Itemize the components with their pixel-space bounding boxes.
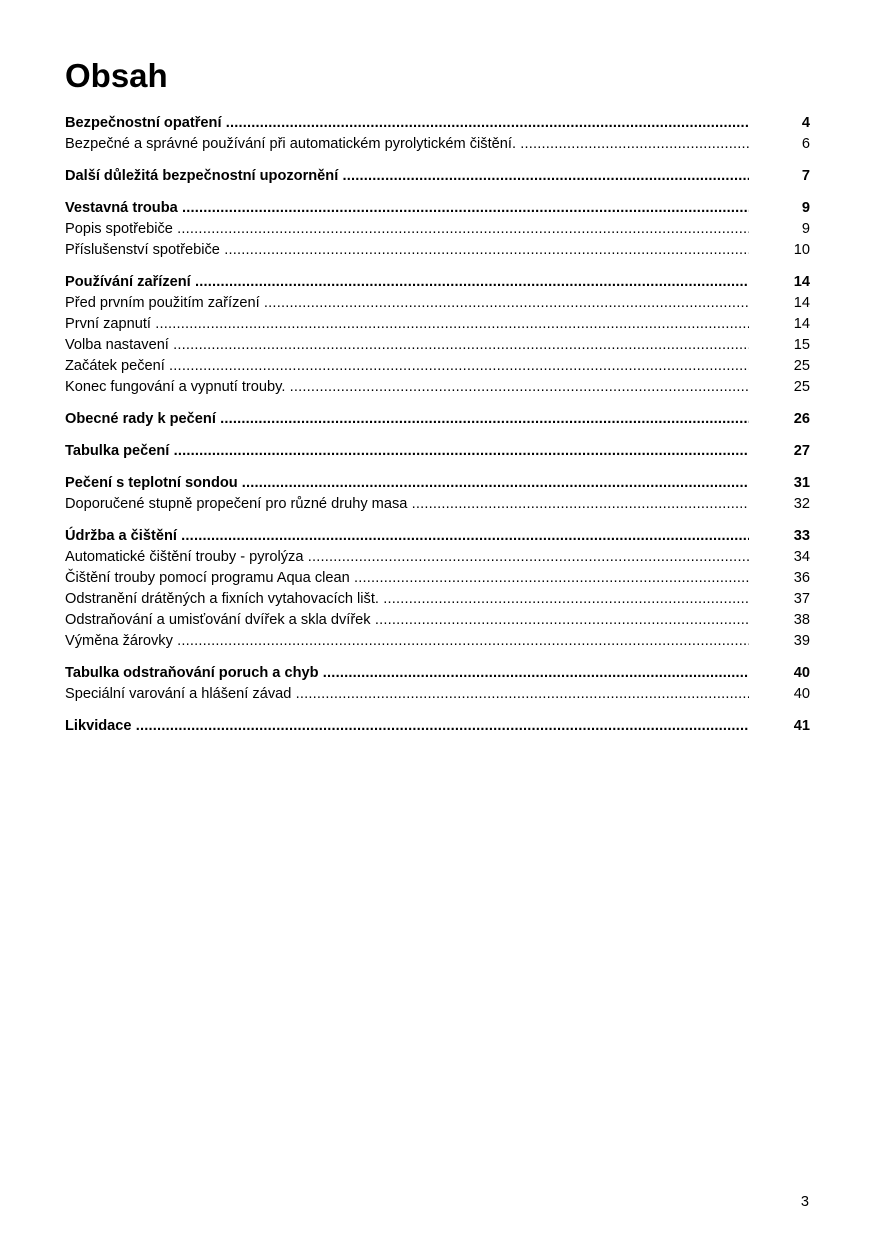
toc-entry-page: 40 — [793, 686, 810, 702]
toc-entry-label: Pečení s teplotní sondou ..... — [65, 473, 749, 494]
toc-heading-entry[interactable] — [65, 716, 810, 737]
toc-entry-page: 15 — [793, 337, 810, 353]
toc-subentry[interactable] — [65, 568, 810, 589]
toc-entry-label: Bezpečnostní opatření ..... — [65, 113, 749, 134]
toc-entry-page: 37 — [793, 591, 810, 607]
toc-entry-label: Likvidace ..... — [65, 716, 749, 737]
toc-entry-label: Před prvním použitím zařízení ..... — [65, 293, 749, 314]
toc-heading-entry[interactable] — [65, 441, 810, 462]
toc-subentry[interactable] — [65, 219, 810, 240]
toc-entry-page: 7 — [801, 168, 810, 184]
toc-entry-label: Další důležitá bezpečnostní upozornění ..... — [65, 166, 749, 187]
toc-subentry[interactable] — [65, 134, 810, 155]
toc-heading-entry[interactable] — [65, 113, 810, 134]
toc-entry-label: Čištění trouby pomocí programu Aqua clean ..... — [65, 568, 749, 589]
toc-subentry[interactable] — [65, 314, 810, 335]
toc-entry-label: Tabulka odstraňování poruch a chyb ..... — [65, 663, 749, 684]
page-number: 3 — [800, 1194, 809, 1210]
toc-entry-label: Automatické čištění trouby - pyrolýza ..... — [65, 547, 749, 568]
toc-section — [65, 113, 810, 155]
toc-entry-page: 27 — [793, 443, 810, 459]
toc-entry-label: Speciální varování a hlášení závad ..... — [65, 684, 749, 705]
toc-entry-page: 33 — [793, 528, 810, 544]
toc-subentry[interactable] — [65, 293, 810, 314]
toc-entry-page: 40 — [793, 665, 810, 681]
toc-entry-page: 39 — [793, 633, 810, 649]
toc-entry-label: Údržba a čištění ..... — [65, 526, 749, 547]
toc-heading-entry[interactable] — [65, 272, 810, 293]
toc-entry-label: Začátek pečení ..... — [65, 356, 749, 377]
toc-entry-page: 32 — [793, 496, 810, 512]
toc-section — [65, 473, 810, 515]
page-title: Obsah — [65, 57, 168, 94]
toc-entry-label: Popis spotřebiče ..... — [65, 219, 749, 240]
toc-section — [65, 198, 810, 261]
toc-section — [65, 441, 810, 462]
toc-heading-entry[interactable] — [65, 663, 810, 684]
toc-entry-page: 9 — [801, 200, 810, 216]
toc-entry-page: 9 — [801, 221, 810, 237]
toc-entry-label: První zapnutí ..... — [65, 314, 749, 335]
toc-entry-page: 14 — [793, 295, 810, 311]
toc-heading-entry[interactable] — [65, 526, 810, 547]
toc-entry-page: 6 — [801, 136, 810, 152]
toc-entry-page: 4 — [801, 115, 810, 131]
toc-entry-page: 25 — [793, 358, 810, 374]
toc-entry-label: Odstranění drátěných a fixních vytahovacích lišt. ..... — [65, 589, 749, 610]
toc-heading-entry[interactable] — [65, 198, 810, 219]
toc-subentry[interactable] — [65, 547, 810, 568]
toc-entry-page: 14 — [793, 316, 810, 332]
toc-subentry[interactable] — [65, 240, 810, 261]
toc-entry-label: Doporučené stupně propečení pro různé druhy masa ..... — [65, 494, 749, 515]
table-of-contents — [65, 113, 810, 748]
toc-subentry[interactable] — [65, 356, 810, 377]
toc-subentry[interactable] — [65, 494, 810, 515]
toc-section — [65, 526, 810, 652]
toc-heading-entry[interactable] — [65, 473, 810, 494]
toc-entry-label: Tabulka pečení ..... — [65, 441, 749, 462]
toc-section — [65, 166, 810, 187]
toc-entry-label: Výměna žárovky ..... — [65, 631, 749, 652]
toc-entry-page: 26 — [793, 411, 810, 427]
toc-section — [65, 409, 810, 430]
toc-section — [65, 663, 810, 705]
toc-entry-page: 38 — [793, 612, 810, 628]
toc-entry-label: Používání zařízení ..... — [65, 272, 749, 293]
toc-section — [65, 272, 810, 398]
toc-subentry[interactable] — [65, 610, 810, 631]
toc-subentry[interactable] — [65, 684, 810, 705]
toc-entry-label: Příslušenství spotřebiče ..... — [65, 240, 749, 261]
toc-entry-label: Bezpečné a správné používání při automatickém pyrolytickém čištění. ..... — [65, 134, 749, 155]
toc-entry-page: 31 — [793, 475, 810, 491]
toc-entry-page: 14 — [793, 274, 810, 290]
toc-entry-label: Odstraňování a umisťování dvířek a skla dvířek ..... — [65, 610, 749, 631]
toc-entry-label: Volba nastavení ..... — [65, 335, 749, 356]
toc-subentry[interactable] — [65, 377, 810, 398]
toc-subentry[interactable] — [65, 631, 810, 652]
toc-heading-entry[interactable] — [65, 166, 810, 187]
toc-entry-page: 36 — [793, 570, 810, 586]
toc-subentry[interactable] — [65, 589, 810, 610]
toc-entry-page: 41 — [793, 718, 810, 734]
toc-entry-label: Obecné rady k pečení ..... — [65, 409, 749, 430]
toc-heading-entry[interactable] — [65, 409, 810, 430]
toc-entry-page: 25 — [793, 379, 810, 395]
toc-entry-page: 10 — [793, 242, 810, 258]
toc-subentry[interactable] — [65, 335, 810, 356]
toc-entry-label: Konec fungování a vypnutí trouby. ..... — [65, 377, 749, 398]
toc-section — [65, 716, 810, 737]
toc-entry-page: 34 — [793, 549, 810, 565]
toc-entry-label: Vestavná trouba ..... — [65, 198, 749, 219]
